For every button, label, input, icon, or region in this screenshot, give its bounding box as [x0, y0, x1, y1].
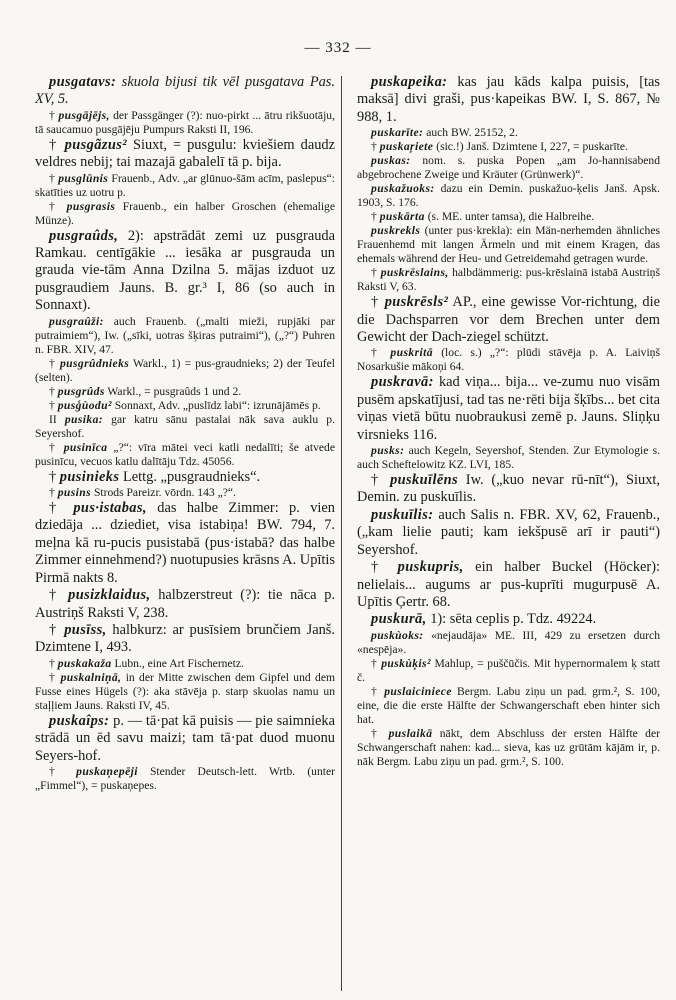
dictionary-entry — [35, 587, 335, 622]
entry-marker: † — [371, 684, 385, 698]
entry-headword: pusika: — [64, 412, 104, 426]
entry-text: 2): apstrādāt zemi uz pusgrauda Ramkau. centīgākie ... iesāka ar pusgrauda un grauda vie-tām Anna Dzilna 5. mājas izduot uz pusgraudiem Jauns. B. gr.³ I, 86 (so auch in Sonnaxt). — [35, 227, 335, 314]
column-divider — [341, 76, 342, 991]
dictionary-entry — [35, 200, 335, 228]
entry-marker: † — [371, 656, 382, 670]
entry-text: skuola bijusi tik vēl pusgatava Pas. XV, 5. — [35, 74, 335, 108]
entry-headword: puskas: — [371, 154, 411, 168]
entry-headword: pusgraûži: — [49, 314, 104, 328]
entry-marker: † — [371, 266, 381, 280]
entry-headword: pusgrasis — [66, 199, 116, 213]
entry-marker: † — [49, 356, 60, 370]
entry-headword: pusgājējs, — [58, 108, 110, 122]
dictionary-entry — [357, 294, 660, 346]
entry-marker: † — [49, 398, 58, 412]
entry-marker: † — [49, 621, 65, 638]
right-column — [357, 74, 660, 769]
entry-headword: pusgãzus² — [64, 136, 127, 153]
dictionary-entry — [357, 154, 660, 182]
entry-text: nom. s. puska Popen „am Jo-hannisabend abgebrochene Zweige und Kräuter (Grünwerk)“. — [357, 154, 660, 182]
entry-marker: † — [371, 472, 391, 489]
dictionary-entry — [357, 507, 660, 559]
entry-text: Warkl., = pusgraûds 1 und 2. — [104, 384, 242, 398]
entry-text: Mahlup, = puščūčis. Mit hypernormalem ķ statt č. — [357, 656, 661, 684]
entry-text: Siuxt, = pusgulu: kviešiem daudz veldres nebij; tai mazajā gabalelī tā p. bija. — [35, 136, 335, 171]
entry-text: halbdämmerig: pus-krēslainā istabā Austriņš Raksti V, 63. — [357, 266, 660, 294]
entry-headword: puskrēslains, — [380, 266, 449, 280]
entry-headword: pusins — [57, 486, 92, 500]
entry-marker: † — [49, 670, 61, 684]
entry-headword: puslaikā — [388, 726, 433, 740]
entry-text: gar katru sānu pastalai nāk sava auklu p. Seyershof. — [35, 412, 335, 440]
entry-text: p. — tā·pat kā puisis — pie saimnieka strādā un ēd savu maizi; tam tā·pat duod muonu Seyers-hof. — [35, 712, 335, 764]
dictionary-entry — [357, 224, 660, 266]
entry-text: auch Frauenb. („malti mieži, rupjāki par putraimiem“), Iw. („sīki, uotras šķiras putraimi“), („?“) Puhren n. FBR. XIV, 47. — [35, 314, 335, 356]
entry-marker: II — [49, 412, 65, 426]
dictionary-entry — [35, 315, 335, 357]
entry-text: halbzerstreut (?): tie nāca p. Austriņš Raksti V, 238. — [35, 587, 336, 621]
entry-headword: pusinīca — [63, 440, 108, 454]
dictionary-entry — [35, 74, 335, 109]
entry-text: nākt, dem Abschluss der ersten Hälfte der Schwangerschaft nahen: kad... sieva, kas uz grūtām kājām ir, p. nāk Bergm. Labu ziņu un pad. grm.², S. 100. — [357, 726, 660, 768]
dictionary-entry — [35, 765, 335, 793]
entry-headword: puskrekls — [371, 224, 421, 238]
entry-text: Warkl., 1) = pus-graudnieks; 2) der Teufel (selten). — [35, 356, 335, 384]
entry-text: kas jau kāds kalpa puisis, [tas maksā] divi graši, pus·kapeikas BW. I, S. 867, № 988, 1. — [357, 74, 660, 125]
entry-marker: † — [49, 199, 67, 213]
entry-marker: † — [49, 587, 69, 604]
entry-headword: puskapeika: — [371, 74, 448, 90]
dictionary-entry — [35, 357, 335, 385]
entry-marker: † — [49, 764, 77, 778]
entry-marker: † — [49, 500, 74, 517]
entry-marker: † — [49, 656, 58, 670]
entry-marker: † — [49, 440, 64, 454]
entry-headword: puskurā, — [371, 611, 427, 628]
entry-headword: puskārta — [379, 210, 425, 224]
entry-text: Bergm. Labu ziņu un pad. grm.², S. 100, eine, die die erste Hälfte der Schwangerschaft eben hinter sich hat. — [357, 684, 660, 726]
entry-text: Frauenb., ein halber Groschen (ehemalige Münze). — [35, 199, 335, 227]
entry-marker: † — [49, 136, 65, 153]
dictionary-entry — [35, 399, 335, 413]
entry-text: in der Mitte zwischen dem Gipfel und dem Fusse eines Hügels (?): aka stāvēja p. starp skuolas namu un staļļiem Jauns. Raksti IV, 45. — [35, 670, 335, 712]
entry-headword: puskuīlēns — [390, 472, 459, 489]
entry-headword: puskakaža — [57, 656, 112, 670]
entry-marker: † — [371, 210, 380, 224]
entry-text: auch Kegeln, Seyershof, Stenden. Zur Etymologie s. auch Scheftelowitz KZ. LVI, 185. — [357, 444, 660, 472]
dictionary-entry — [35, 109, 335, 137]
entry-headword: pusglūnis — [58, 171, 109, 185]
entry-text: Frauenb., Adv. „ar glūnuo-šām acīm, paslepus“: skatīties uz uotru p. — [35, 171, 335, 199]
dictionary-entry — [35, 500, 335, 587]
entry-text: AP., eine gewisse Vor-richtung, die die Dachsparren vor dem Brechen unter dem Gewicht der Dach-ziegel schützt. — [357, 294, 661, 346]
dictionary-entry — [35, 713, 335, 765]
entry-headword: puskažuoks: — [371, 182, 435, 196]
entry-marker: † — [49, 384, 58, 398]
entry-marker: † — [49, 468, 60, 485]
entry-headword: pusizklaidus, — [68, 587, 151, 604]
entry-headword: puskaņepēji — [76, 764, 138, 778]
entry-text: 1): sēta ceplis p. Tdz. 49224. — [426, 611, 597, 628]
entry-text: (s. ME. unter tamsa), die Halbreihe. — [424, 210, 595, 224]
dictionary-entry — [357, 182, 660, 210]
entry-headword: pusks: — [371, 444, 405, 458]
entry-headword: puskupris, — [397, 559, 464, 576]
dictionary-entry — [357, 685, 660, 727]
dictionary-entry — [357, 657, 660, 685]
dictionary-entry — [357, 346, 660, 374]
entry-marker: † — [371, 559, 398, 576]
entry-text: (sic.!) Janš. Dzimtene I, 227, = puskarīte. — [433, 140, 628, 154]
page-number: — 332 — — [304, 40, 372, 56]
dictionary-entry — [35, 671, 335, 713]
entry-text: auch Salis n. FBR. XV, 62, Frauenb., („kam lielie pauti; kam iekšpusē arī ir pauti“) Seyershof. — [357, 506, 660, 558]
entry-text: „?“: vīra mātei veci katli nedalīti; še atvede pusinīcu, vecuos katlu dalītāju Tdz. 45056. — [35, 440, 335, 468]
entry-headword: pusgrûds — [57, 384, 105, 398]
dictionary-entry — [357, 472, 660, 507]
entry-text: Stender Deutsch-lett. Wrtb. (unter „Fimmel“), = puskaņepes. — [35, 764, 335, 792]
entry-text: Sonnaxt, Adv. „puslīdz labi“: izrunājāmēs p. — [111, 398, 321, 412]
dictionary-entry — [357, 629, 660, 657]
dictionary-entry — [35, 486, 335, 500]
entry-text: der Passgänger (?): nuo-pirkt ... ātru rikšuotāju, tā saucamuo pusgājēju Pumpurs Raksti II, 196. — [35, 108, 335, 136]
entry-marker: † — [49, 108, 59, 122]
entry-text: halbkurz: ar pusīsiem brunčiem Janš. Dzimtene I, 493. — [35, 621, 336, 656]
entry-headword: puskalniņā, — [60, 670, 122, 684]
entry-headword: pusinieks — [59, 468, 120, 485]
entry-marker: † — [371, 294, 385, 311]
entry-text: auch BW. 25152, 2. — [423, 126, 518, 140]
entry-text: (unter pus·krekla): ein Män-nerhemden ähnliches Frauenhemd mit langen Ärmeln und mit einem Kragen, das ehemals während der Heu- und Getreidemahd getragen wurde. — [357, 224, 660, 266]
entry-marker: † — [371, 726, 389, 740]
entry-headword: puskravā: — [371, 374, 434, 391]
entry-marker: † — [371, 140, 380, 154]
entry-marker: † — [371, 346, 391, 360]
dictionary-entry — [357, 374, 660, 444]
entry-headword: pusgrûdnieks — [59, 356, 130, 370]
entry-marker: † — [49, 171, 59, 185]
dictionary-entry — [35, 657, 335, 671]
entry-text: Lubn., eine Art Fischernetz. — [111, 656, 244, 670]
entry-headword: puskuīlis: — [371, 506, 434, 523]
dictionary-entry — [35, 228, 335, 315]
dictionary-entry — [35, 622, 335, 657]
dictionary-entry — [357, 126, 660, 140]
entry-marker: † — [49, 486, 58, 500]
dictionary-entry — [35, 441, 335, 469]
dictionary-entry — [357, 74, 660, 126]
entry-headword: pusgraûds, — [49, 227, 119, 244]
entry-headword: puskùoks: — [371, 628, 424, 642]
entry-headword: pusīss, — [64, 621, 107, 638]
dictionary-entry — [357, 559, 660, 611]
entry-text: kad viņa... bija... ve-zumu nuo visām pusēm apskatījusi, tad tas ne·rēti bija šķībs... bet cita viņas vietā būtu nuobraukusi zemē p. Jauns. Sliņķu virsnieks 116. — [357, 374, 660, 443]
dictionary-entry — [357, 727, 660, 769]
entry-text: Iw. („kuo nevar rū-nīt“), Siuxt, Demin. zu puskuīlis. — [357, 472, 661, 506]
entry-text: das halbe Zimmer: p. vien dziedāja ... dziediet, visa istabiņa! BW. 794, 7. meļna kā ru-pucis pusistabā (pus·istabā? das halbe Zimmer einnehmend?) nuotupusies krāsns A. Upītis Pirmā nakts 8. — [35, 500, 335, 586]
dictionary-entry — [357, 210, 660, 224]
entry-headword: puskaŗiete — [379, 140, 434, 154]
dictionary-entry — [357, 140, 660, 154]
entry-headword: puskrēsls² — [384, 294, 449, 311]
entry-text: Lettg. „pusgraudnieks“. — [119, 468, 261, 485]
entry-text: ein halber Buckel (Höcker): nelielais... augums ar pus-kuprīti mugurpusē A. Upītis Ģertr. 68. — [357, 559, 660, 610]
entry-headword: pusgatavs: — [49, 74, 117, 90]
entry-headword: pus·istabas, — [73, 500, 147, 517]
entry-text: «nejaudāja» ME. III, 429 zu ersetzen durch «nespēja». — [357, 628, 660, 656]
dictionary-entry — [35, 413, 335, 441]
dictionary-entry — [357, 266, 660, 294]
dictionary-entry — [35, 172, 335, 200]
dictionary-entry — [35, 385, 335, 399]
entry-headword: puskarīte: — [371, 126, 424, 140]
entry-headword: puskaîps: — [49, 712, 110, 729]
entry-text: Strods Pareizr. vōrdn. 143 „?“. — [91, 486, 236, 500]
entry-headword: pusģùodu² — [57, 398, 112, 412]
dictionary-entry — [35, 137, 335, 172]
entry-headword: puskritā — [390, 346, 433, 360]
dictionary-entry — [357, 444, 660, 472]
dictionary-entry — [357, 611, 660, 628]
dictionary-entry — [35, 469, 335, 486]
left-column — [35, 74, 335, 793]
entry-headword: puslaiciniece — [384, 684, 452, 698]
entry-text: dazu ein Demin. puskažuo-ķelis Janš. Apsk. 1903, S. 176. — [357, 182, 660, 210]
entry-headword: puskùķis² — [381, 656, 431, 670]
entry-text: (loc. s.) „?“: plūdi stāvēja p. A. Laiviņš Nosarkušie mākoņi 64. — [357, 346, 660, 374]
